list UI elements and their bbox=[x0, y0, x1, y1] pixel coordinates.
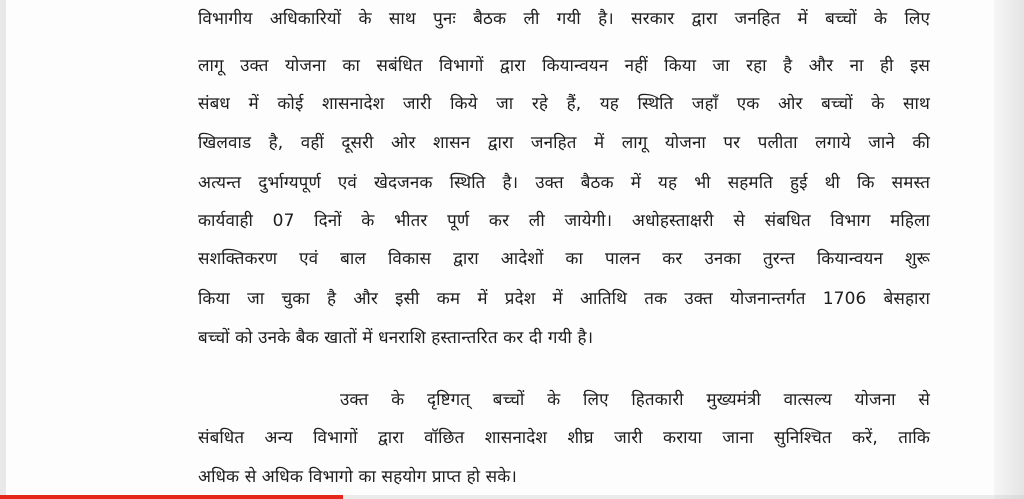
page-right-edge bbox=[994, 0, 1024, 499]
page-left-edge bbox=[0, 0, 6, 499]
paragraph-1-line-7: सशक्तिकरण एवं बाल विकास द्वारा आदेशों का पालन कर उनका तुरन्त कियान्वयन शुरू bbox=[198, 249, 930, 269]
paragraph-1-line-2: लागू उक्त योजना का सबंधित विभागों द्वारा कियान्वयन नहीं किया जा रहा है और ना ही इस bbox=[198, 56, 930, 76]
paragraph-1-line-9: बच्चों को उनके बैक खातों में धनराशि हस्तान्तरित कर दी गयी है। bbox=[198, 328, 594, 348]
paragraph-2-line-3: अधिक से अधिक विभागो का सहयोग प्राप्त हो सके। bbox=[198, 467, 517, 487]
video-progress-fill bbox=[0, 495, 343, 499]
paragraph-1-line-3: संबध में कोई शासनादेश जारी किये जा रहे हैं, यह स्थिति जहाँ एक ओर बच्चों के साथ bbox=[198, 94, 930, 114]
paragraph-1-line-6: कार्यवाही 07 दिनों के भीतर पूर्ण कर ली जायेगी। अधोहस्ताक्षरी से संबधित विभाग महिला bbox=[198, 211, 930, 231]
paragraph-1-line-5: अत्यन्त दुर्भाग्यपूर्ण एवं खेदजनक स्थिति है। उक्त बैठक में यह भी सहमति हुई थी कि समस्त bbox=[198, 173, 930, 193]
paragraph-1-line-1: विभागीय अधिकारियों के साथ पुनः बैठक ली गयी है। सरकार द्वारा जनहित में बच्चों के लिए bbox=[198, 9, 930, 29]
paragraph-1-line-4: खिलवाड है, वहीं दूसरी ओर शासन द्वारा जनहित में लागू योजना पर पलीता लगाये जाने की bbox=[198, 133, 930, 153]
paragraph-2-line-1: उक्त के दृष्टिगत् बच्चों के लिए हितकारी मुख्यमंत्री वात्सल्य योजना से bbox=[340, 390, 930, 410]
video-progress-bar[interactable] bbox=[0, 495, 1024, 499]
paragraph-1-line-8: किया जा चुका है और इसी कम में प्रदेश में आतिथि तक उक्त योजनान्तर्गत 1706 बेसहारा bbox=[198, 289, 930, 309]
paragraph-2-line-2: संबधित अन्य विभागों द्वारा वॉछित शासनादेश शीघ्र जारी कराया जाना सुनिश्चित करें, ताकि bbox=[198, 428, 930, 448]
